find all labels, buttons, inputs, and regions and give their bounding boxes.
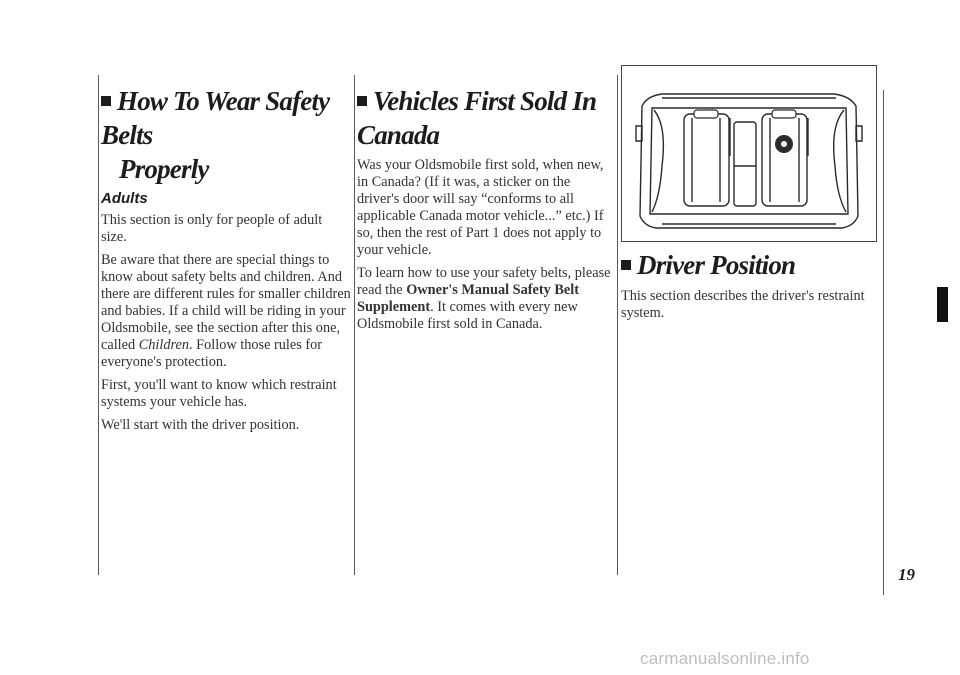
paragraph-driver-restraint: This section describes the driver's restraint system.	[621, 288, 865, 321]
heading-text: How To Wear Safety Belts	[101, 86, 330, 150]
column-rule-edge	[883, 90, 884, 595]
heading-text: Driver Position	[637, 250, 796, 280]
square-bullet-icon	[621, 260, 631, 270]
subheading-adults: Adults	[101, 190, 148, 207]
car-interior-icon	[622, 66, 876, 241]
column-rule-right	[617, 75, 618, 575]
column-rule-middle	[354, 75, 355, 575]
section-heading-driver-position	[621, 248, 879, 282]
column-canada	[357, 84, 615, 339]
paragraph-children	[101, 252, 351, 371]
heading-text: Vehicles First Sold In Canada	[357, 86, 597, 150]
section-heading-safety-belts	[101, 84, 351, 186]
section-heading-canada	[357, 84, 615, 152]
paragraph-text: . It comes with every new Oldsmobile first sold in Canada.	[357, 299, 578, 332]
paragraph-adult-size: This section is only for people of adult size.	[101, 212, 323, 245]
vehicle-top-view-illustration	[621, 65, 877, 242]
paragraph-text: To learn how to use your safety belts, please read the	[357, 265, 611, 298]
paragraph-text: Be aware that there are special things to know about safety belts and children. And there are different rules for smaller children and babies. If a child will be riding in your Oldsmobile, see the section after this one, called	[101, 252, 351, 353]
paragraph-first-sold-canada: Was your Oldsmobile first sold, when new, in Canada? (If it was, a sticker on the driver's door will say “conforms to all applicable Canada motor vehicle...” etc.) If so, then the rest of Part 1 does not apply to your vehicle.	[357, 157, 604, 258]
column-rule-left	[98, 75, 99, 575]
paragraph-supplement	[357, 265, 615, 333]
paragraph-driver-position: We'll start with the driver position.	[101, 417, 300, 433]
page-number: 19	[898, 565, 915, 584]
column-driver-position	[621, 248, 879, 328]
square-bullet-icon	[357, 96, 367, 106]
children-reference: Children	[138, 337, 190, 353]
supplement-title: Owner's Manual Safety Belt Supplement	[357, 282, 579, 315]
paragraph-restraint-systems: First, you'll want to know which restraint systems your vehicle has.	[101, 377, 337, 410]
column-safety-belts	[101, 84, 351, 440]
section-tab-marker	[937, 287, 948, 322]
heading-text-line2: Properly	[119, 154, 209, 184]
watermark-text: carmanualsonline.info	[640, 649, 810, 668]
paragraph-text: . Follow those rules for everyone's protection.	[101, 337, 323, 370]
square-bullet-icon	[101, 96, 111, 106]
